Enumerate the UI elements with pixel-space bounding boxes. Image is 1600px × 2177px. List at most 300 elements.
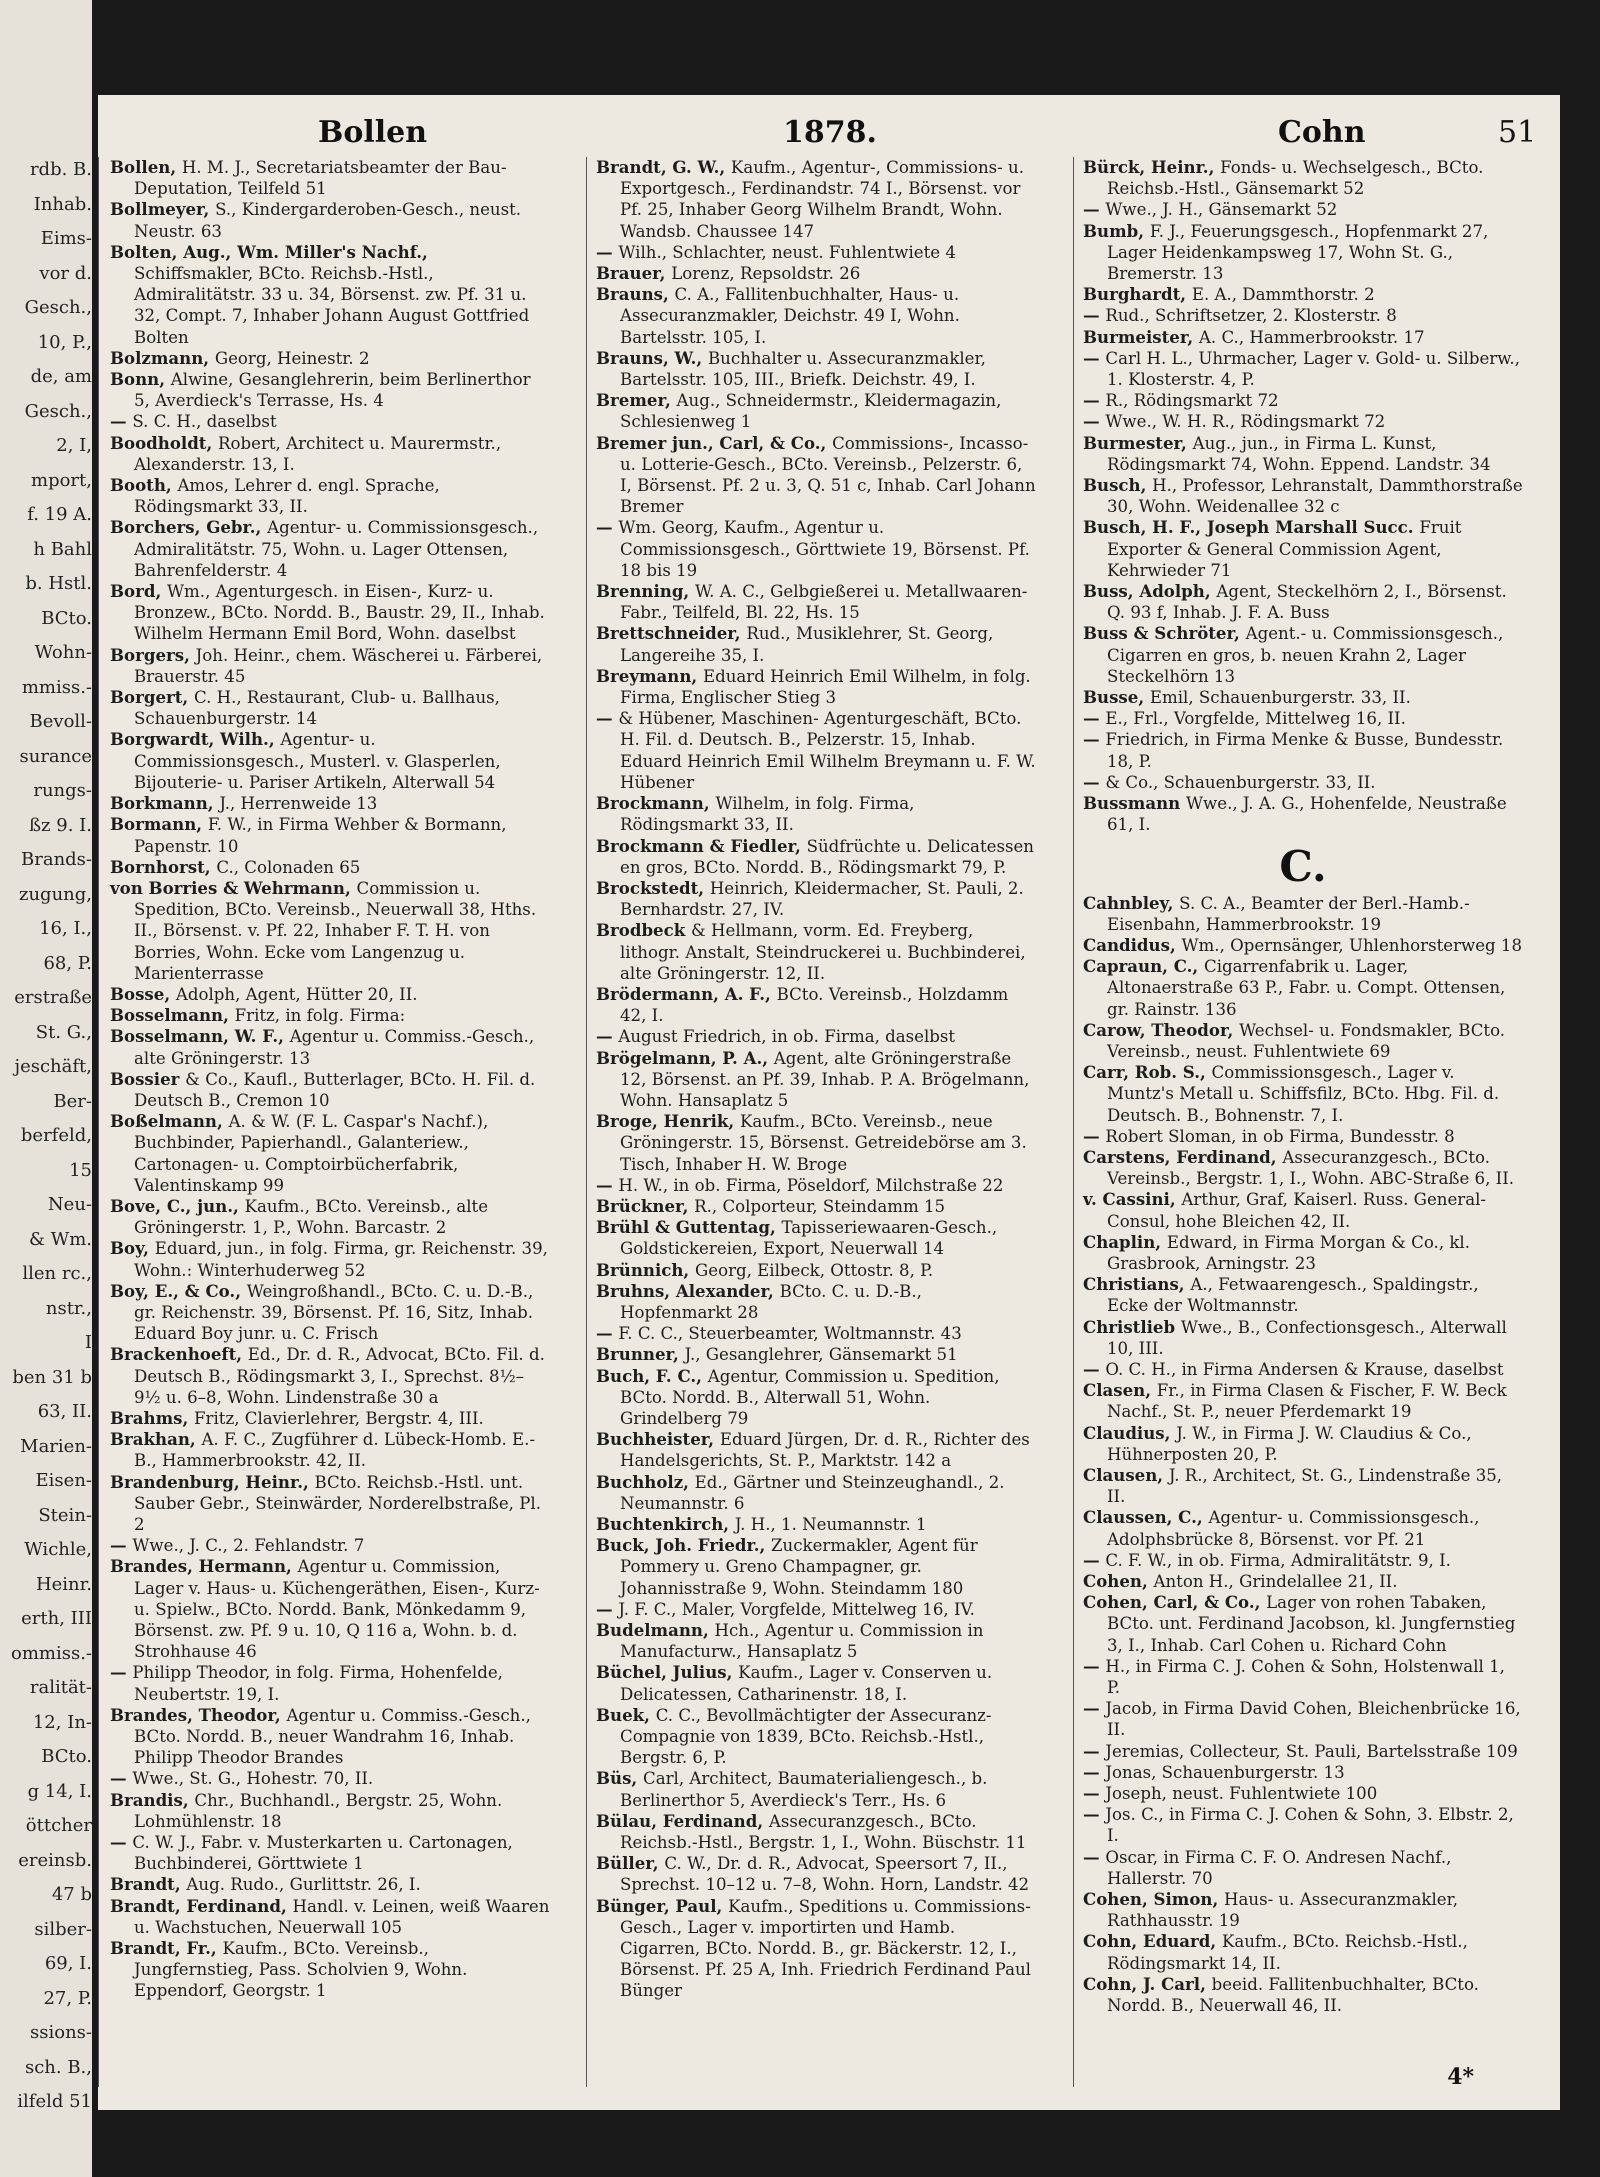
entry-details: C. W. J., Fabr. v. Musterkarten u. Cartonagen, Buchbinderei, Görttwiete 1	[132, 1833, 513, 1874]
entry-details: E., Frl., Vorgfelde, Mittelweg 16, II.	[1105, 709, 1406, 729]
entry-details: Hch., Agentur u. Commission in Manufacturw., Hansaplatz 5	[620, 1621, 984, 1662]
entry-name: Brockmann & Fiedler,	[596, 835, 807, 856]
directory-entry	[110, 242, 550, 348]
directory-entry	[1083, 708, 1523, 729]
directory-entry	[1083, 1062, 1523, 1126]
entry-name: Bussmann	[1083, 793, 1186, 814]
entry-details: Weingroßhandl., BCto. C. u. D.-B., gr. Reichenstr. 39, Börsenst. Pf. 16, Sitz, Inhab. Eduard Boy junr. u. C. Frisch	[134, 1281, 534, 1344]
entry-name: —	[1083, 411, 1106, 432]
entry-details: Fr., in Firma Clasen & Fischer, F. W. Beck Nachf., St. P., neuer Pferdemarkt 19	[1107, 1381, 1507, 1422]
directory-entry	[1083, 1359, 1523, 1380]
previous-page-fragment: ßz 9. I.	[29, 814, 92, 836]
header-left-catchword: Bollen	[318, 115, 428, 150]
directory-entry	[110, 984, 550, 1005]
directory-entry	[596, 263, 1036, 284]
entry-name: Brandes, Theodor,	[110, 1704, 287, 1725]
entry-name: Buchholz,	[596, 1471, 695, 1492]
entry-name: Bollen,	[110, 157, 182, 177]
entry-details: S. C. H., daselbst	[132, 412, 277, 432]
previous-page-fragment: Wichle,	[24, 1539, 92, 1560]
previous-page-fragment: 68, P.	[43, 952, 92, 974]
entry-name: —	[1083, 199, 1106, 220]
entry-details: R., Rödingsmarkt 72	[1105, 391, 1279, 411]
column-1	[110, 157, 550, 2002]
entry-name: von Borries & Wehrmann,	[110, 877, 357, 898]
directory-entry	[1083, 935, 1523, 956]
directory-entry	[596, 1281, 1036, 1323]
entry-name: Cahnbley,	[1083, 892, 1180, 913]
entry-details: A., Fetwaarengesch., Spaldingstr., Ecke der Woltmannstr.	[1107, 1275, 1479, 1316]
entry-name: Bünger, Paul,	[596, 1895, 729, 1916]
previous-page-edge	[0, 0, 92, 2177]
directory-entry	[1083, 1571, 1523, 1592]
entry-name: Bosse,	[110, 983, 176, 1004]
directory-entry	[110, 814, 550, 856]
entry-details: Kaufm., BCto. Vereinsb., Jungfernstieg, Pass. Scholvien 9, Wohn. Eppendorf, Georgstr. 1	[134, 1939, 468, 2001]
entry-name: —	[1083, 729, 1106, 750]
directory-entry	[1083, 1889, 1523, 1931]
entry-name: Brauns,	[596, 284, 675, 305]
directory-entry	[596, 1705, 1036, 1769]
entry-details: J., Gesanglehrer, Gänsemarkt 51	[684, 1345, 958, 1365]
entry-details: Agentur- u. Commissionsgesch., Admiralitätstr. 75, Wohn. u. Lager Ottensen, Bahrenfelderstr. 4	[134, 518, 539, 580]
entry-name: Chaplin,	[1083, 1231, 1167, 1252]
entry-name: —	[1083, 1358, 1106, 1379]
previous-page-fragment: 47 b	[51, 1884, 92, 1905]
directory-entry	[110, 857, 550, 878]
entry-details: Agentur- u. Commissionsgesch., Adolphsbrücke 8, Börsenst. vor Pf. 21	[1107, 1508, 1480, 1549]
directory-entry	[1083, 1380, 1523, 1422]
directory-entry	[596, 920, 1036, 984]
entry-details: Fritz, in folg. Firma:	[234, 1006, 406, 1026]
previous-page-fragment: llen rc.,	[22, 1263, 92, 1284]
directory-entry	[596, 793, 1036, 835]
previous-page-fragment: St. G.,	[35, 1021, 92, 1043]
entry-details: Schiffsmakler, BCto. Reichsb.-Hstl., Admiralitätstr. 33 u. 34, Börsenst. zw. Pf. 31 u. 32, Compt. 7, Inhaber Johann August Gottfried Bolten	[134, 264, 530, 347]
signature-mark: 4*	[1447, 2064, 1474, 2090]
directory-entry	[1083, 517, 1523, 581]
entry-details: S. C. A., Beamter der Berl.-Hamb.-Eisenbahn, Hammerbrookstr. 19	[1107, 893, 1470, 934]
entry-name: —	[110, 411, 133, 432]
directory-entry	[110, 1874, 550, 1895]
directory-entry	[110, 1408, 550, 1429]
entry-details: J. F. C., Maler, Vorgfelde, Mittelweg 16, IV.	[618, 1599, 975, 1619]
directory-entry	[110, 475, 550, 517]
directory-entry	[110, 1662, 550, 1704]
entry-details: Jeremias, Collecteur, St. Pauli, Bartelsstraße 109	[1105, 1741, 1518, 1761]
directory-entry	[1083, 1317, 1523, 1359]
entry-name: Brandt,	[110, 1874, 187, 1895]
entry-details: Arthur, Graf, Kaiserl. Russ. General-Consul, hohe Bleichen 42, II.	[1107, 1190, 1487, 1231]
entry-name: Buchtenkirch,	[596, 1514, 735, 1534]
entry-details: Georg, Heinestr. 2	[214, 348, 370, 368]
entry-details: Georg, Eilbeck, Ottostr. 8, P.	[695, 1260, 934, 1280]
directory-entry	[1083, 793, 1523, 835]
directory-entry	[1083, 893, 1523, 935]
directory-entry	[596, 1811, 1036, 1853]
entry-name: Brückner,	[596, 1195, 695, 1216]
entry-name: Boodholdt,	[110, 432, 219, 453]
entry-name: Cohen,	[1083, 1571, 1154, 1591]
entry-details: A. F. C., Zugführer d. Lübeck-Homb. E.-B., Hammerbrookstr. 42, II.	[134, 1430, 536, 1471]
entry-name: —	[596, 1323, 619, 1344]
entry-name: Bollmeyer,	[110, 199, 216, 220]
entry-name: Busch,	[1083, 475, 1153, 496]
directory-entry	[110, 1281, 550, 1345]
entry-name: Budelmann,	[596, 1620, 715, 1641]
previous-page-fragment: öttcher	[25, 1815, 92, 1836]
entry-details: Agentur u. Commiss.-Gesch., BCto. Nordd. B., neuer Wandrahm 16, Inhab. Philipp Theodor Brandes	[134, 1705, 531, 1768]
entry-name: —	[596, 1598, 619, 1619]
directory-entry	[1083, 1274, 1523, 1316]
previous-page-fragment: 10, P.,	[37, 331, 92, 353]
entry-name: Cohn, Eduard,	[1083, 1931, 1222, 1952]
entry-name: Büs,	[596, 1768, 643, 1789]
entry-details: Commissions-, Incasso- u. Lotterie-Gesch., BCto. Vereinsb., Pelzerstr. 6, I, Börsenst. Pf. 2 u. 3, Q. 51 c, Inhab. Carl Johann Bremer	[620, 433, 1036, 517]
directory-entry	[596, 1472, 1036, 1514]
directory-entry	[596, 878, 1036, 920]
entry-details: Alwine, Gesanglehrerin, beim Berlinerthor 5, Averdieck's Terrasse, Hs. 4	[134, 370, 531, 411]
previous-page-fragment: h Bahl	[33, 538, 92, 560]
entry-name: —	[1083, 1125, 1106, 1146]
entry-details: Eduard, jun., in folg. Firma, gr. Reichenstr. 39, Wohn.: Winterhuderweg 52	[134, 1239, 548, 1280]
entry-name: Büller,	[596, 1853, 665, 1874]
entry-name: Breymann,	[596, 665, 703, 686]
previous-page-fragment: erstraße	[14, 987, 92, 1008]
directory-entry	[110, 729, 550, 793]
previous-page-fragment: Bevoll-	[29, 711, 92, 732]
directory-entry	[110, 1705, 550, 1769]
directory-entry	[596, 1768, 1036, 1810]
previous-page-fragment: & Wm.	[28, 1228, 92, 1250]
directory-entry	[1083, 390, 1523, 411]
directory-entry	[110, 1535, 550, 1556]
entry-details: H., in Firma C. J. Cohen & Sohn, Holstenwall 1, P.	[1105, 1656, 1505, 1698]
previous-page-fragment: ilfeld 51	[17, 2091, 92, 2112]
directory-entry	[1083, 956, 1523, 1020]
entry-name: Burghardt,	[1083, 284, 1192, 305]
entry-details: Wm., Agenturgesch. in Eisen-, Kurz- u. Bronzew., BCto. Nordd. B., Baustr. 29, II., Inhab. Wilhelm Hermann Emil Bord, Wohn. daselbst	[134, 582, 545, 644]
entry-name: Brockmann,	[596, 793, 716, 814]
entry-details: H., Professor, Lehranstalt, Dammthorstraße 30, Wohn. Weidenallee 32 c	[1107, 476, 1523, 517]
directory-entry	[596, 666, 1036, 708]
entry-details: Cigarrenfabrik u. Lager, Altonaerstraße 63 P., Fabr. u. Compt. Ottensen, gr. Rainstr. 136	[1107, 957, 1506, 1019]
entry-name: Boy, E., & Co.,	[110, 1280, 247, 1301]
directory-entry	[1083, 729, 1523, 771]
entry-details: Philipp Theodor, in folg. Firma, Hohenfelde, Neubertstr. 19, I.	[132, 1663, 503, 1704]
entry-name: Bolzmann,	[110, 347, 215, 368]
directory-entry	[596, 836, 1036, 878]
entry-details: Heinrich, Kleidermacher, St. Pauli, 2. Bernhardstr. 27, IV.	[620, 878, 1024, 920]
entry-name: —	[110, 1535, 133, 1556]
entry-details: Adolph, Agent, Hütter 20, II.	[175, 984, 418, 1004]
entry-details: Edward, in Firma Morgan & Co., kl. Grasbrook, Arningstr. 23	[1107, 1232, 1471, 1273]
entry-details: Rud., Schriftsetzer, 2. Klosterstr. 8	[1105, 306, 1397, 326]
directory-entry	[110, 411, 550, 432]
directory-entry	[596, 581, 1036, 623]
entry-name: v. Cassini,	[1083, 1189, 1182, 1210]
entry-name: —	[1083, 708, 1106, 729]
entry-name: Christians,	[1083, 1274, 1191, 1295]
directory-entry	[596, 348, 1036, 390]
directory-entry	[1083, 1232, 1523, 1274]
directory-entry	[110, 517, 550, 581]
directory-entry	[110, 1005, 550, 1026]
entry-name: Bossier	[110, 1068, 186, 1089]
entry-details: J. H., 1. Neumannstr. 1	[734, 1515, 927, 1534]
directory-entry	[596, 390, 1036, 432]
entry-name: —	[596, 708, 619, 729]
directory-entry	[1083, 1804, 1523, 1846]
entry-details: W. A. C., Gelbgießerei u. Metallwaaren-Fabr., Teilfeld, Bl. 22, Hs. 15	[620, 582, 1028, 623]
directory-entry	[1083, 433, 1523, 475]
directory-entry	[596, 1344, 1036, 1365]
entry-details: August Friedrich, in ob. Firma, daselbst	[618, 1027, 956, 1047]
entry-details: Wwe., J. C., 2. Fehlandstr. 7	[132, 1536, 365, 1556]
entry-details: Agentur u. Commiss.-Gesch., alte Gröningerstr. 13	[134, 1027, 535, 1068]
directory-entry	[596, 284, 1036, 348]
entry-name: Borchers, Gebr.,	[110, 517, 268, 538]
entry-details: & Co., Kaufl., Butterlager, BCto. H. Fil. d. Deutsch B., Cremon 10	[134, 1069, 536, 1110]
directory-entry	[596, 1323, 1036, 1344]
entry-details: A. & W. (F. L. Caspar's Nachf.), Buchbinder, Papierhandl., Galanteriew., Cartonagen- u. Comptoirbücherfabrik, Valentinskamp 99	[134, 1112, 489, 1195]
entry-details: Wm., Opernsänger, Uhlenhorsterweg 18	[1181, 935, 1523, 955]
previous-page-fragment: Gesch.,	[24, 400, 92, 422]
directory-entry	[110, 199, 550, 241]
column-rule-2	[1073, 157, 1074, 2087]
entry-name: Brunner,	[596, 1344, 685, 1365]
entry-details: Wwe., St. G., Hohestr. 70, II.	[132, 1769, 374, 1789]
entry-name: Brandenburg, Heinr.,	[110, 1471, 315, 1492]
entry-name: Borgers,	[110, 644, 196, 665]
entry-details: J., Herrenweide 13	[219, 794, 378, 814]
entry-details: H. M. J., Secretariatsbeamter der Bau-Deputation, Teilfeld 51	[134, 158, 507, 199]
previous-page-fragment: 69, I.	[44, 1953, 92, 1974]
previous-page-fragment: I	[84, 1332, 92, 1353]
previous-page-fragment: vor d.	[39, 262, 92, 284]
directory-entry	[110, 1026, 550, 1068]
previous-page-fragment: Ber-	[53, 1090, 92, 1112]
previous-page-fragment: Neu-	[47, 1194, 92, 1215]
entry-details: Kaufm., BCto. Reichsb.-Hstl., Rödingsmarkt 14, II.	[1107, 1932, 1468, 1973]
entry-details: Joh. Heinr., chem. Wäscherei u. Färberei, Brauerstr. 45	[134, 645, 543, 686]
previous-page-fragment: erth, III	[21, 1608, 92, 1629]
entry-name: Cohen, Carl, & Co.,	[1083, 1592, 1267, 1613]
entry-name: Brenning,	[596, 581, 695, 602]
directory-entry	[596, 1620, 1036, 1662]
directory-entry	[110, 1556, 550, 1662]
entry-name: Burmester,	[1083, 432, 1193, 453]
directory-entry	[1083, 1020, 1523, 1062]
previous-page-fragment: f. 19 A.	[27, 504, 92, 525]
entry-details: Chr., Buchhandl., Bergstr. 25, Wohn. Lohmühlenstr. 18	[134, 1790, 503, 1831]
entry-name: —	[1083, 1698, 1106, 1719]
entry-details: Fritz, Clavierlehrer, Bergstr. 4, III.	[194, 1408, 484, 1428]
previous-page-fragment: 2, I,	[56, 435, 92, 456]
entry-details: & Co., Schauenburgerstr. 33, II.	[1105, 772, 1376, 792]
entry-details: Aug., Schneidermstr., Kleidermagazin, Schlesienweg 1	[620, 391, 1002, 432]
entry-name: Bosselmann,	[110, 1005, 235, 1026]
directory-entry	[110, 433, 550, 475]
entry-name: Bonn,	[110, 369, 171, 390]
entry-details: Aug. Rudo., Gurlittstr. 26, I.	[186, 1875, 421, 1895]
entry-details: Kaufm., Lager v. Conserven u. Delicatessen, Catharinenstr. 18, I.	[620, 1663, 993, 1704]
previous-page-fragment: Eisen-	[35, 1470, 92, 1491]
entry-details: BCto. Vereinsb., Holzdamm 42, I.	[620, 984, 1009, 1026]
directory-entry	[1083, 475, 1523, 517]
entry-details: Ed., Gärtner und Steinzeughandl., 2. Neumannstr. 6	[620, 1472, 1005, 1513]
entry-name: Cohen, Simon,	[1083, 1889, 1225, 1910]
entry-details: Buchhalter u. Assecuranzmakler, Bartelsstr. 105, III., Briefk. Deichstr. 49, I.	[620, 348, 986, 390]
entry-details: Eduard Heinrich Emil Wilhelm, in folg. Firma, Englischer Stieg 3	[620, 666, 1031, 708]
entry-name: Carr, Rob. S.,	[1083, 1062, 1212, 1083]
entry-details: Lager von rohen Tabaken, BCto. unt. Ferdinand Jacobson, kl. Jungfernstieg 3, I., Inhab. Carl Cohen u. Richard Cohn	[1107, 1593, 1516, 1655]
entry-name: Bord,	[110, 581, 167, 602]
page-number: 51	[1498, 115, 1537, 150]
entry-name: Bremer jun., Carl, & Co.,	[596, 432, 833, 453]
column-rule-1	[586, 157, 587, 2087]
entry-details: F. C. C., Steuerbeamter, Woltmannstr. 43	[618, 1324, 962, 1344]
entry-details: F. J., Feuerungsgesch., Hopfenmarkt 27, Lager Heidenkampsweg 17, Wohn St. G., Bremerstr. 13	[1107, 221, 1489, 284]
entry-details: Robert, Architect u. Maurermstr., Alexanderstr. 13, I.	[134, 433, 502, 474]
entry-name: Busse,	[1083, 687, 1150, 708]
directory-entry	[1083, 1931, 1523, 1973]
entry-details: Agentur, Commission u. Spedition, BCto. Nordd. B., Alterwall 51, Wohn. Grindelberg 79	[620, 1366, 1000, 1428]
directory-entry	[596, 1111, 1036, 1175]
directory-entry	[596, 1260, 1036, 1281]
entry-name: Bülau, Ferdinand,	[596, 1810, 769, 1831]
entry-details: & Hellmann, vorm. Ed. Freyberg, lithogr. Anstalt, Steindruckerei u. Buchbinderei, alte Gröningerstr. 12, II.	[620, 921, 1026, 983]
directory-entry	[596, 1599, 1036, 1620]
entry-name: Buss, Adolph,	[1083, 581, 1217, 602]
directory-entry	[1083, 623, 1523, 687]
entry-name: —	[596, 1174, 619, 1195]
entry-name: Brögelmann, P. A.,	[596, 1047, 774, 1068]
previous-page-fragment: BCto.	[41, 607, 92, 629]
entry-details: Wm. Georg, Kaufm., Agentur u. Commissionsgesch., Görttwiete 19, Börsenst. Pf. 18 bis 19	[618, 518, 1030, 580]
entry-name: Bumb,	[1083, 220, 1150, 241]
directory-entry	[1083, 1656, 1523, 1698]
entry-details: H. W., in ob. Firma, Pöseldorf, Milchstraße 22	[618, 1175, 1004, 1195]
entry-name: Brauns, W.,	[596, 347, 708, 368]
entry-name: —	[1083, 390, 1106, 411]
header-year: 1878.	[783, 115, 877, 150]
directory-entry	[596, 1429, 1036, 1471]
entry-name: —	[1083, 347, 1106, 368]
entry-details: Rud., Musiklehrer, St. Georg, Langereihe 35, I.	[620, 624, 994, 665]
directory-entry	[1083, 1423, 1523, 1465]
entry-details: Wilhelm, in folg. Firma, Rödingsmarkt 33, II.	[620, 794, 915, 835]
previous-page-fragment: 15	[69, 1159, 92, 1181]
entry-details: Assecuranzgesch., BCto. Vereinsb., Bergstr. 1, I., Wohn. ABC-Straße 6, II.	[1107, 1147, 1515, 1189]
directory-entry	[110, 645, 550, 687]
entry-details: Kaufm., BCto. Vereinsb., neue Gröningerstr. 15, Börsenst. Getreidebörse am 3. Tisch, Inhaber H. W. Broge	[620, 1112, 1027, 1174]
directory-entry	[1083, 411, 1523, 432]
directory-entry	[596, 1366, 1036, 1430]
entry-details: Jos. C., in Firma C. J. Cohen & Sohn, 3. Elbstr. 2, I.	[1105, 1805, 1514, 1846]
entry-name: Brandes, Hermann,	[110, 1556, 298, 1577]
entry-name: Bremer,	[596, 390, 677, 411]
directory-entry	[110, 1768, 550, 1789]
section-letter: C.	[1279, 841, 1327, 891]
directory-entry	[110, 1238, 550, 1280]
previous-page-fragment: ereinsb.	[18, 1849, 92, 1871]
directory-entry	[596, 1175, 1036, 1196]
directory-entry	[1083, 1847, 1523, 1889]
previous-page-fragment: b. Hstl.	[25, 573, 92, 594]
entry-details: R., Colporteur, Steindamm 15	[694, 1196, 946, 1216]
entry-name: Booth,	[110, 475, 178, 496]
column-3	[1083, 157, 1523, 2016]
previous-page-fragment: mmiss.-	[21, 676, 92, 698]
entry-details: Agent, alte Gröningerstraße 12, Börsenst. an Pf. 39, Inhab. P. A. Brögelmann, Wohn. Hansaplatz 5	[620, 1048, 1030, 1110]
entry-details: Carl H. L., Uhrmacher, Lager v. Gold- u. Silberw., 1. Klosterstr. 4, P.	[1105, 348, 1520, 390]
entry-details: Tapisseriewaaren-Gesch., Goldstickereien, Export, Neuerwall 14	[620, 1218, 998, 1259]
entry-details: C. A., Fallitenbuchhalter, Haus- u. Assecuranzmakler, Deichstr. 49 I, Wohn. Bartelsstr. 105, I.	[620, 285, 960, 347]
entry-name: Bormann,	[110, 814, 208, 835]
entry-name: Brandt, Ferdinand,	[110, 1895, 293, 1916]
directory-entry	[596, 1853, 1036, 1895]
previous-page-fragment: berfeld,	[20, 1125, 92, 1146]
entry-name: Brahms,	[110, 1407, 195, 1428]
entry-name: Brauer,	[596, 263, 672, 284]
entry-details: Amos, Lehrer d. engl. Sprache, Rödingsmarkt 33, II.	[134, 476, 440, 517]
previous-page-fragment: Brands-	[21, 849, 92, 870]
directory-entry	[110, 1196, 550, 1238]
entry-name: —	[596, 1026, 619, 1047]
previous-page-fragment: Stein-	[38, 1504, 92, 1526]
entry-details: Wwe., J. A. G., Hohenfelde, Neustraße 61, I.	[1107, 794, 1507, 835]
entry-name: Buek,	[596, 1704, 656, 1725]
entry-name: Bove, C., jun.,	[110, 1195, 245, 1216]
entry-name: Brandt, G. W.,	[596, 157, 731, 177]
entry-name: Boy,	[110, 1238, 155, 1259]
directory-entry	[110, 157, 550, 199]
entry-details: Jonas, Schauenburgerstr. 13	[1105, 1762, 1345, 1782]
entry-name: Burmeister,	[1083, 326, 1199, 347]
entry-name: Brettschneider,	[596, 623, 747, 644]
directory-entry	[596, 1896, 1036, 2002]
previous-page-fragment: nstr.,	[45, 1297, 92, 1319]
previous-page-fragment: rdb. B.	[29, 159, 92, 180]
entry-name: Borgert,	[110, 687, 194, 708]
left-column-rule	[98, 157, 99, 2087]
directory-entry	[1083, 772, 1523, 793]
entry-details: S., Kindergarderoben-Gesch., neust. Neustr. 63	[134, 200, 522, 241]
entry-name: Claudius,	[1083, 1422, 1177, 1443]
directory-entry	[596, 517, 1036, 581]
directory-entry	[596, 708, 1036, 793]
directory-entry	[1083, 687, 1523, 708]
directory-entry	[1083, 1126, 1523, 1147]
entry-details: Agent.- u. Commissionsgesch., Cigarren en gros, b. neuen Krahn 2, Lager Steckelhörn 13	[1107, 624, 1504, 686]
directory-entry	[596, 1217, 1036, 1259]
entry-details: Kaufm., Speditions u. Commissions-Gesch., Lager v. importirten und Hamb. Cigarren, BCto. Nordd. B., gr. Bäckerstr. 12, I., Börsenst. Pf. 25 A, Inh. Friedrich Ferdinand Paul Bünger	[620, 1896, 1031, 2001]
entry-name: Büchel, Julius,	[596, 1662, 739, 1683]
entry-details: Wwe., J. H., Gänsemarkt 52	[1105, 200, 1338, 220]
entry-name: —	[1083, 771, 1106, 792]
entry-details: Ed., Dr. d. R., Advocat, BCto. Fil. d. Deutsch B., Rödingsmarkt 3, I., Sprechst. 8½–9½ u. 6–8, Wohn. Lindenstraße 30 a	[134, 1345, 545, 1407]
entry-details: Fonds- u. Wechselgesch., BCto. Reichsb.-Hstl., Gänsemarkt 52	[1107, 158, 1484, 199]
entry-details: Handl. v. Leinen, weiß Waaren u. Wachstuchen, Neuerwall 105	[134, 1896, 550, 1937]
entry-details: Commissionsgesch., Lager v. Muntz's Metall u. Schiffsfilz, BCto. Hbg. Fil. d. Deutsch. B., Bohnenstr. 7, I.	[1107, 1063, 1500, 1125]
directory-entry	[110, 1069, 550, 1111]
entry-name: Brandis,	[110, 1789, 195, 1810]
directory-entry	[1083, 1741, 1523, 1762]
previous-page-fragment: Gesch.,	[24, 297, 92, 318]
previous-page-fragment: rungs-	[33, 780, 92, 801]
previous-page-fragment: zugung,	[18, 883, 92, 905]
